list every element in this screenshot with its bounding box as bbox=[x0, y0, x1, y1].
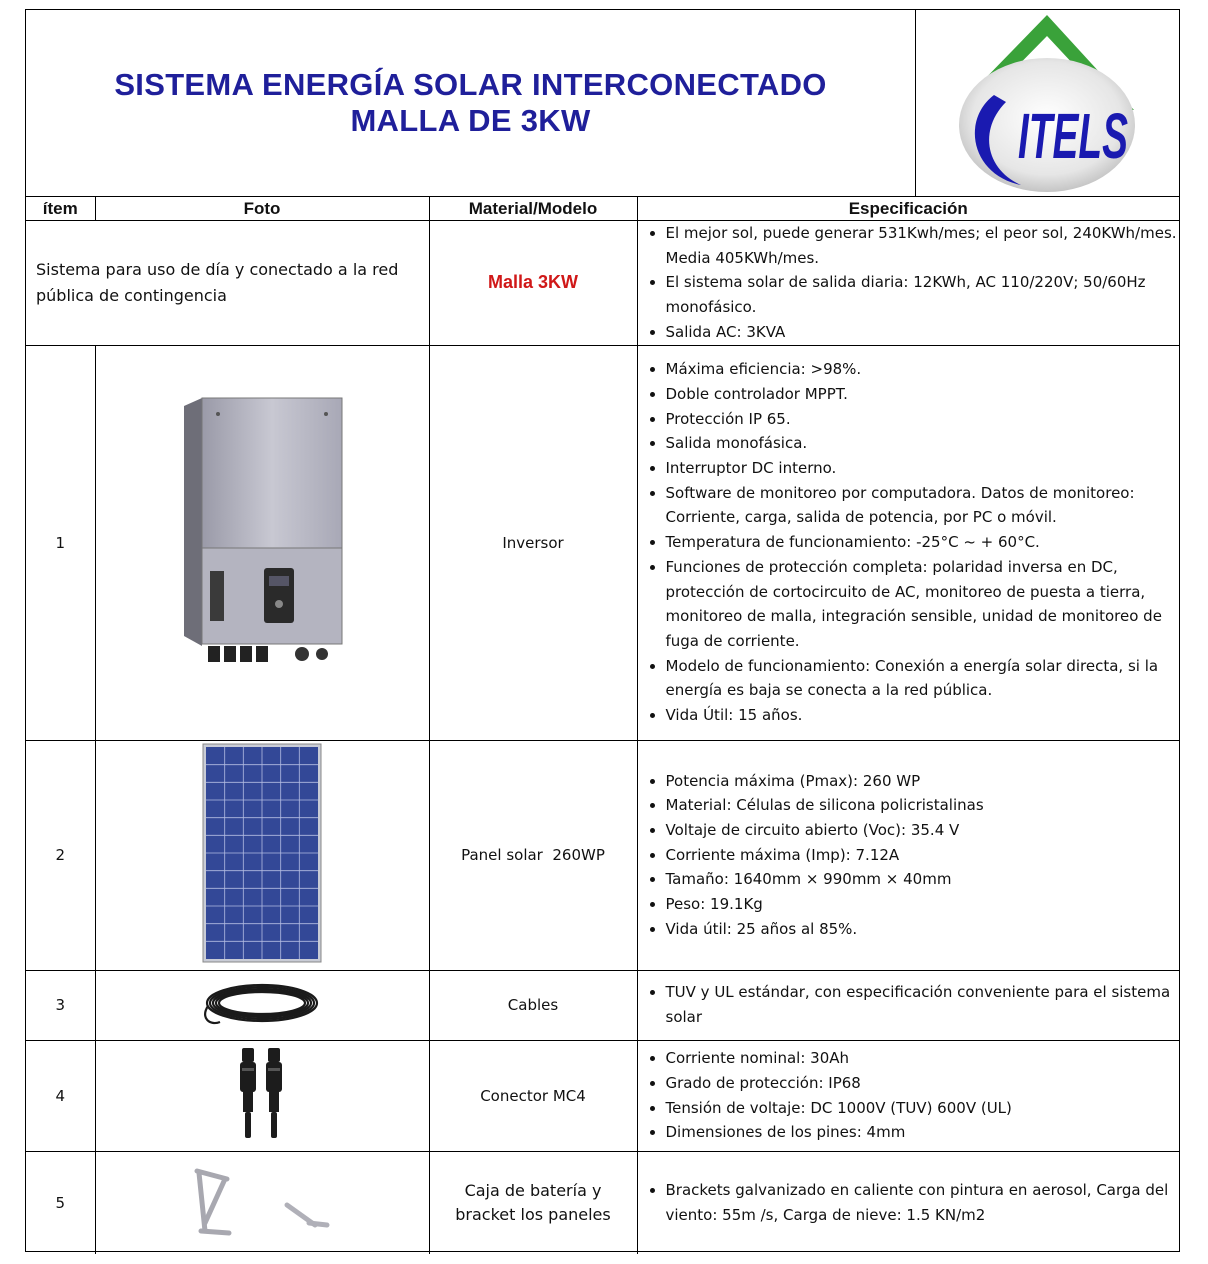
logo bbox=[916, 10, 1179, 196]
spec-item: • Salida monofásica. bbox=[666, 431, 1180, 456]
item-number: 2 bbox=[26, 740, 95, 970]
system-model: Malla 3KW bbox=[487, 272, 579, 293]
spec-item: • El sistema solar de salida diaria: 12KWh, AC 110/220V; 50/60Hz monofásico. bbox=[666, 270, 1180, 319]
spec-item: • Material: Células de silicona policristalinas bbox=[666, 793, 1180, 818]
model-cell bbox=[429, 1151, 637, 1254]
system-spec-cell bbox=[637, 221, 1179, 346]
spec-sheet bbox=[25, 9, 1180, 1252]
table-row bbox=[26, 740, 1179, 970]
model-line-2: bracket los paneles bbox=[455, 1204, 611, 1224]
spec-cell bbox=[637, 740, 1179, 970]
spec-item: • Modelo de funcionamiento: Conexión a energía solar directa, si la energía es baja se conecta a la red pública. bbox=[666, 654, 1180, 703]
table-row-system bbox=[26, 221, 1179, 346]
spec-item: • Vida útil: 25 años al 85%. bbox=[666, 917, 1180, 942]
spec-cell bbox=[637, 1040, 1179, 1151]
item-number: 3 bbox=[26, 970, 95, 1040]
item-number: 4 bbox=[26, 1040, 95, 1151]
col-header-item: ítem bbox=[26, 197, 95, 221]
spec-cell bbox=[637, 970, 1179, 1040]
spec-item: • El mejor sol, puede generar 531Kwh/mes; el peor sol, 240KWh/mes. Media 405KWh/mes. bbox=[666, 221, 1180, 270]
photo-cell bbox=[95, 345, 429, 740]
spec-item: • Tensión de voltaje: DC 1000V (TUV) 600V (UL) bbox=[666, 1096, 1180, 1121]
photo-cell bbox=[95, 970, 429, 1040]
spec-item: • Grado de protección: IP68 bbox=[666, 1071, 1180, 1096]
spec-item: • Temperatura de funcionamiento: -25°C ~ + 60°C. bbox=[666, 530, 1180, 555]
spec-item: • Tamaño: 1640mm × 990mm × 40mm bbox=[666, 867, 1180, 892]
model-cell: Conector MC4 bbox=[429, 1040, 637, 1151]
table-row bbox=[26, 970, 1179, 1040]
spec-cell bbox=[637, 1151, 1179, 1254]
photo-cell bbox=[95, 740, 429, 970]
logo-text: ITELS bbox=[1018, 100, 1129, 172]
col-header-photo: Foto bbox=[95, 197, 429, 221]
inverter-photo bbox=[172, 396, 352, 686]
table-row bbox=[26, 1040, 1179, 1151]
title-box bbox=[26, 10, 916, 196]
spec-item: • Corriente máxima (Imp): 7.12A bbox=[666, 843, 1180, 868]
item-number: 5 bbox=[26, 1151, 95, 1254]
photo-cell bbox=[95, 1151, 429, 1254]
model-line-1: Caja de batería y bbox=[464, 1180, 602, 1200]
model-cell: Panel solar 260WP bbox=[429, 740, 637, 970]
col-header-model: Material/Modelo bbox=[429, 197, 637, 221]
col-header-spec: Especificación bbox=[637, 197, 1179, 221]
spec-item: • Peso: 19.1Kg bbox=[666, 892, 1180, 917]
model-cell: Cables bbox=[429, 970, 637, 1040]
cable-coil-photo bbox=[200, 978, 325, 1028]
photo-cell bbox=[95, 1040, 429, 1151]
page-title-line-2: MALLA DE 3KW bbox=[350, 103, 591, 138]
spec-table bbox=[26, 196, 1179, 1254]
spec-item: • Doble controlador MPPT. bbox=[666, 382, 1180, 407]
mounting-bracket-photo bbox=[187, 1163, 337, 1238]
spec-item: • Protección IP 65. bbox=[666, 407, 1180, 432]
table-row bbox=[26, 345, 1179, 740]
spec-item: • Salida AC: 3KVA bbox=[666, 320, 1180, 345]
spec-item: • Funciones de protección completa: polaridad inversa en DC, protección de cortocircuito de AC, monitoreo de puesta a tierra, monitoreo de malla, integración sensible, unidad de monitoreo de fuga de corriente. bbox=[666, 555, 1180, 654]
spec-item: • Vida Útil: 15 años. bbox=[666, 703, 1180, 728]
spec-item: • Máxima eficiencia: >98%. bbox=[666, 357, 1180, 382]
spec-item: • Corriente nominal: 30Ah bbox=[666, 1046, 1180, 1071]
system-description: Sistema para uso de día y conectado a la red pública de contingencia bbox=[36, 259, 399, 305]
solar-panel-photo bbox=[202, 743, 322, 963]
model-cell: Inversor bbox=[429, 345, 637, 740]
spec-item: • Software de monitoreo por computadora. Datos de monitoreo: Corriente, carga, salida de potencia, por PC o móvil. bbox=[666, 481, 1180, 530]
spec-item: • Brackets galvanizado en caliente con pintura en aerosol, Carga del viento: 55m /s, Carga de nieve: 1.5 KN/m2 bbox=[666, 1178, 1180, 1227]
spec-item: • Interruptor DC interno. bbox=[666, 456, 1180, 481]
spec-item: • Dimensiones de los pines: 4mm bbox=[666, 1120, 1180, 1145]
item-number: 1 bbox=[26, 345, 95, 740]
spec-cell bbox=[637, 345, 1179, 740]
spec-item: • Voltaje de circuito abierto (Voc): 35.4 V bbox=[666, 818, 1180, 843]
system-description-cell bbox=[26, 221, 429, 346]
spec-item: • Potencia máxima (Pmax): 260 WP bbox=[666, 769, 1180, 794]
spec-item: • TUV y UL estándar, con especificación conveniente para el sistema solar bbox=[666, 980, 1180, 1029]
mc4-connector-photo bbox=[232, 1046, 292, 1141]
header bbox=[26, 10, 1179, 197]
page-title-line-1: SISTEMA ENERGÍA SOLAR INTERCONECTADO bbox=[114, 67, 827, 102]
table-row bbox=[26, 1151, 1179, 1254]
system-model-cell bbox=[429, 221, 637, 346]
